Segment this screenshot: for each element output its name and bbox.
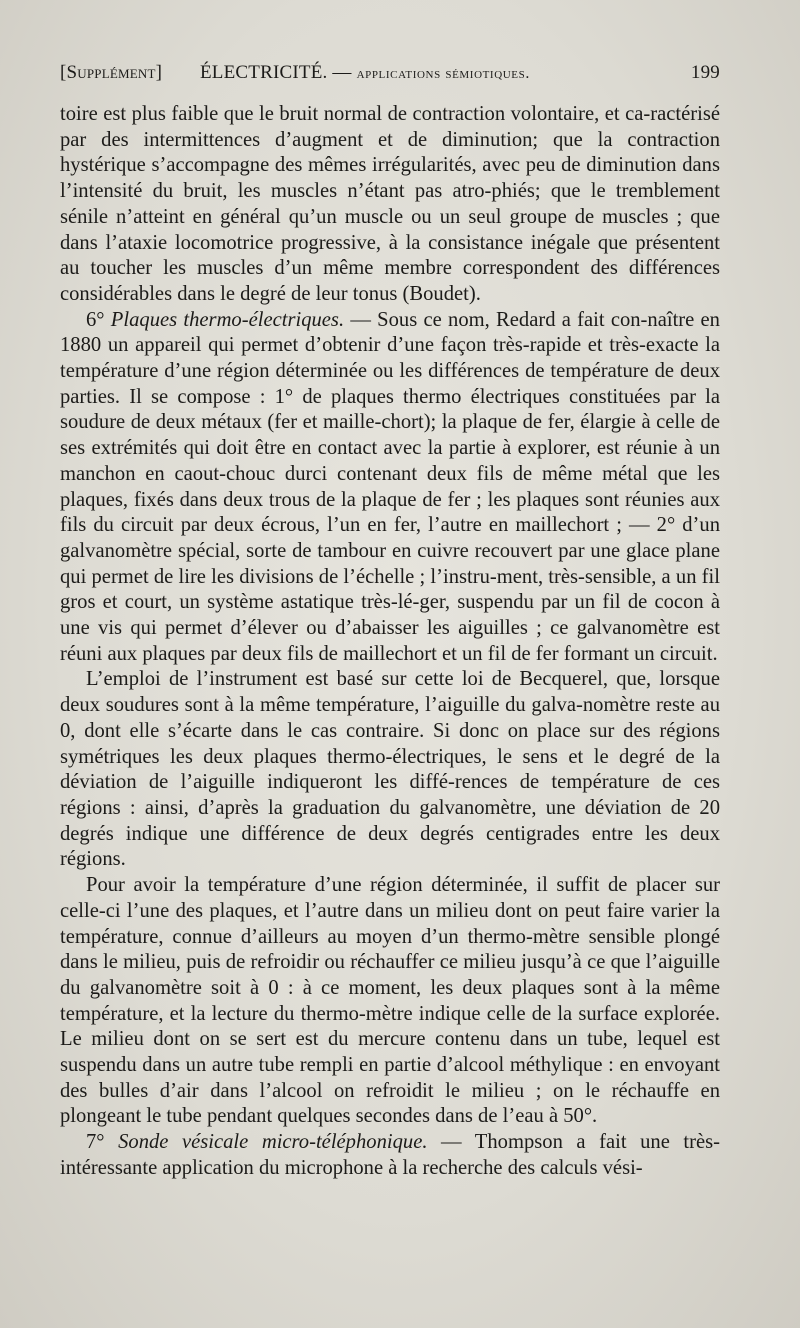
paragraph-5-heading: Sonde vésicale micro-téléphonique. [118, 1131, 428, 1154]
running-header [60, 62, 720, 92]
paragraph-4 [60, 873, 720, 1130]
paragraph-5 [60, 1130, 720, 1181]
paragraph-2 [60, 308, 720, 668]
page-number: 199 [690, 62, 720, 83]
header-subtitle: applications sémiotiques. [356, 65, 530, 82]
paragraph-3-text: L’emploi de l’instrument est basé sur cette loi de Becquerel, que, lorsque deux soudures sont à la même température, l’aiguille du galva-nomètre reste au 0, dont elle s’écarte dans le cas contraire. Si donc on place sur des régions symétriques les deux plaques thermo-électriques, le sens et le degré de la déviation de l’aiguille indiqueront les diffé-rences de température de ces régions : ainsi, d’après la graduation du galvanomètre, une déviation de 20 degrés indique une différence de deux degrés centigrades entre les deux régions. [60, 668, 720, 871]
paragraph-5-text: — Thompson a fait une très-intéressante application du microphone à la recherche des calculs vési- [60, 1131, 720, 1179]
header-title-main: ÉLECTRICITÉ. [200, 62, 328, 83]
paragraph-1-text: toire est plus faible que le bruit normal de contraction volontaire, et ca-ractérisé par des intermittences d’augment et de diminution; que la contraction hystérique s’accompagne des mêmes irrégularités, avec peu de diminution dans l’intensité du bruit, les muscles n’étant pas atro-phiés; que le tremblement sénile n’atteint en général qu’un muscle ou un seul groupe de muscles ; que dans l’ataxie locomotrice progressive, à la consistance inégale que présentent au toucher les muscles d’un même membre correspondent des différences considérables dans le degré de leur tonus (Boudet). [60, 103, 720, 305]
body-text [60, 102, 720, 1182]
header-section-label: [Supplément] [60, 62, 163, 83]
paragraph-1 [60, 102, 720, 308]
paragraph-4-text: Pour avoir la température d’une région déterminée, il suffit de placer sur celle-ci l’une des plaques, et l’autre dans un milieu dont on peut faire varier la température, connue d’ailleurs au moyen d’un thermo-mètre sensible plongé dans le milieu, puis de refroidir ou réchauffer ce milieu jusqu’à ce que l’aiguille du galvanomètre soit à 0 : à ce moment, les deux plaques sont à la même température, et la lecture du thermo-mètre indique celle de la surface explorée. Le milieu dont on se sert est du mercure contenu dans un tube, lequel est suspendu dans un autre tube rempli en partie d’alcool méthylique : en envoyant des bulles d’air dans l’alcool on refroidit le milieu ; on le réchauffe en plongeant le tube pendant quelques secondes dans de l’eau à 50°. [60, 874, 720, 1128]
header-title [200, 62, 530, 84]
paragraph-2-lead: 6° [86, 308, 105, 331]
paragraph-2-heading: Plaques thermo-électriques. [110, 308, 345, 331]
paragraph-3 [60, 667, 720, 873]
paragraph-5-lead: 7° [86, 1131, 105, 1154]
header-dash: — [332, 62, 352, 83]
paragraph-2-text: — Sous ce nom, Redard a fait con-naître en 1880 un appareil qui permet d’obtenir d’une façon très-rapide et très-exacte la température d’une région déterminée ou les différences de température de deux parties. Il se compose : 1° de plaques thermo électriques constituées par la soudure de deux métaux (fer et maille-chort); la plaque de fer, élargie à celle de ses extrémités qui doit être en contact avec la partie à explorer, est réunie à un manchon en caout-chouc durci contenant deux fils de même métal que les plaques, fixés dans deux trous de la plaque de fer ; les plaques sont réunies aux fils du circuit par deux écrous, l’un en fer, l’autre en maillechort ; — 2° d’un galvanomètre spécial, sorte de tambour en cuivre recouvert par une glace plane qui permet de lire les divisions de l’échelle ; l’instru-ment, très-sensible, a un fil gros et court, un système astatique très-lé-ger, suspendu par un fil de cocon à une vis qui permet d’élever ou d’abaisser les aiguilles ; ce galvanomètre est réuni aux plaques par deux fils de maillechort et un fil de fer formant un circuit. [60, 308, 720, 665]
